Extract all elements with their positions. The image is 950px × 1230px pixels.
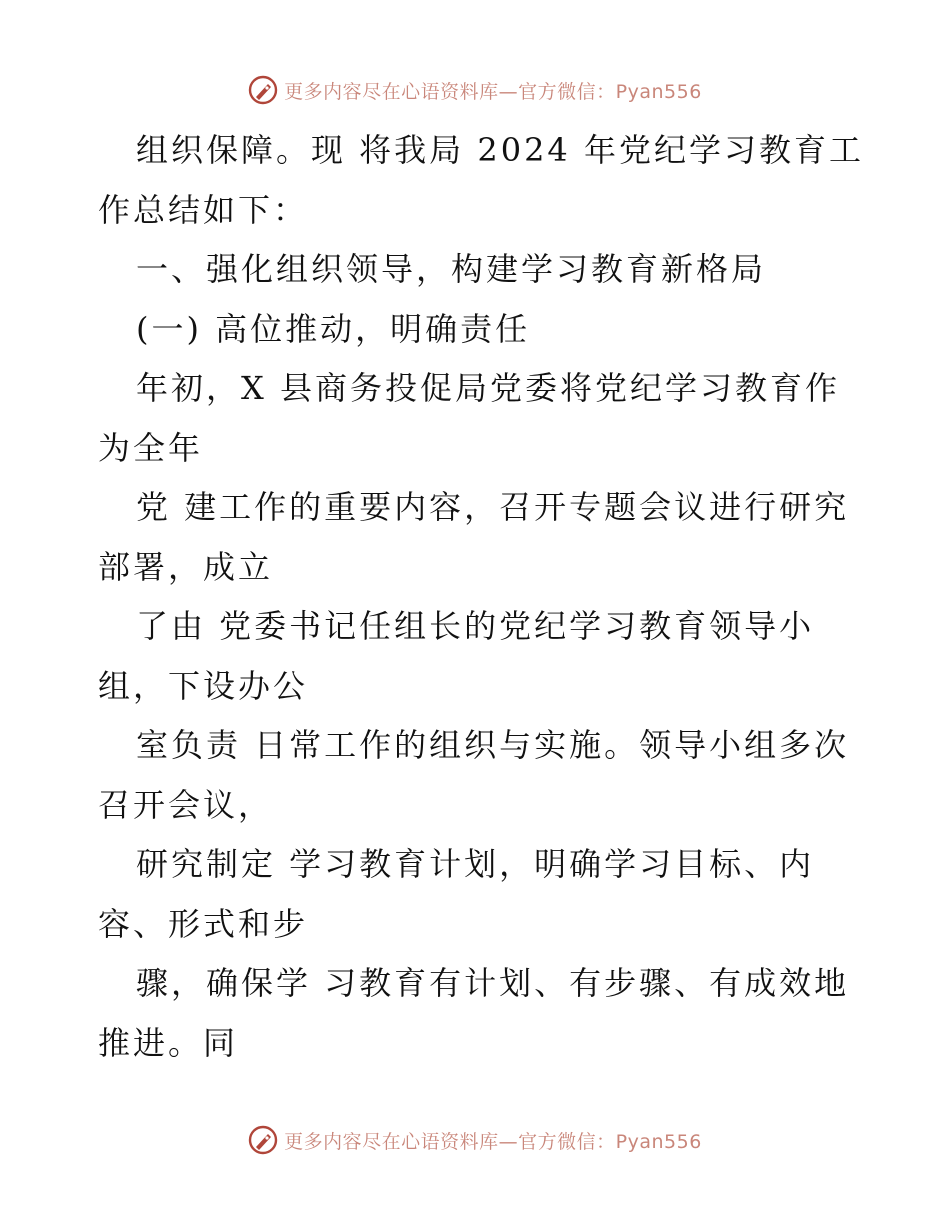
paragraph-line: 推进。同 — [98, 1023, 239, 1062]
paragraph-line: 年初，X 县商务投促局党委将党纪学习教育作 — [136, 369, 840, 407]
paragraph-line: 容、形式和步 — [98, 904, 309, 943]
paragraph-line: 组，下设办公 — [98, 666, 309, 705]
paragraph-line: 一、强化组织领导，构建学习教育新格局 — [136, 250, 767, 288]
watermark-text: 更多内容尽在心语资料库—官方微信：Pyan556 — [284, 1130, 702, 1153]
paragraph-line: 室负责 日常工作的组织与实施。领导小组多次 — [136, 726, 850, 764]
header-watermark — [0, 70, 950, 110]
paragraph-line: 为全年 — [98, 428, 204, 467]
pen-nib-icon — [248, 75, 278, 105]
document-body — [98, 121, 864, 1073]
paragraph-line: (一) 高位推动，明确责任 — [136, 309, 531, 348]
paragraph-line: 研究制定 学习教育计划，明确学习目标、内 — [136, 845, 815, 883]
pen-nib-icon — [248, 1125, 278, 1155]
paragraph-line: 召开会议， — [98, 785, 274, 824]
paragraph-line: 党 建工作的重要内容，召开专题会议进行研究 — [136, 488, 850, 526]
paragraph-line: 作总结如下： — [98, 190, 309, 229]
footer-watermark — [0, 1120, 950, 1160]
watermark-text: 更多内容尽在心语资料库—官方微信：Pyan556 — [284, 80, 702, 103]
paragraph-line: 组织保障。现 将我局 2024 年党纪学习教育工 — [136, 131, 864, 169]
paragraph-line: 部署，成立 — [98, 547, 274, 586]
paragraph-line: 了由 党委书记任组长的党纪学习教育领导小 — [136, 607, 815, 645]
paragraph-line: 骤，确保学 习教育有计划、有步骤、有成效地 — [136, 964, 850, 1002]
